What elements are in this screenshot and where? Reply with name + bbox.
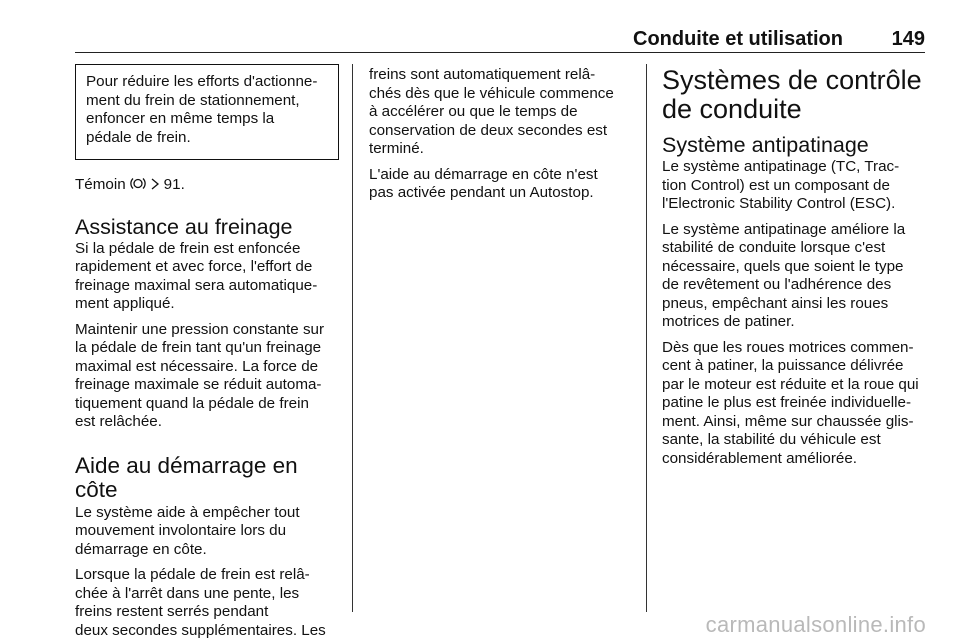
section-title-assistance-freinage: Assistance au freinage [75,214,293,239]
chapter-title-line: Systèmes de contrôle [662,65,922,95]
text-line: chée à l'arrêt dans une pente, les [75,584,300,602]
note-box [75,64,339,160]
text-line: de revêtement ou l'adhérence des [662,276,892,293]
text-line: l'Electronic Stability Control (ESC). [662,195,896,212]
note-line: enfoncer en même temps la [86,110,275,127]
paragraph [75,566,339,640]
paragraph [662,221,927,332]
paragraph [662,339,927,469]
column-1 [75,60,339,640]
column-divider-2 [646,64,647,612]
running-header-title: Conduite et utilisation [633,28,843,50]
page-ref-arrow-icon [150,176,164,192]
text-line: sante, la stabilité du véhicule est [662,431,881,448]
text-line: ment appliqué. [75,295,175,312]
section-title-systeme-antipatinage: Système antipatinage [662,133,869,157]
temoin-label: Témoin [75,176,126,193]
text-line: motrices de patiner. [662,313,795,330]
text-line: nécessaire, quels que soient le type [662,257,904,275]
paragraph [662,158,927,214]
text-line: freinage maximale se réduit automa- [75,376,322,393]
text-line: Le système antipatinage (TC, Trac- [662,158,900,175]
text-line: rapidement et avec force, l'effort de [75,258,313,275]
column-2 [369,66,631,203]
brake-warning-icon [130,176,150,192]
text-line: terminé. [369,140,424,157]
text-line: Dès que les roues motrices commen- [662,338,914,356]
text-line: démarrage en côte. [75,540,207,558]
text-line: stabilité de conduite lorsque c'est [662,239,886,256]
text-line: freins restent serrés pendant [75,603,269,620]
page-number: 149 [891,28,925,50]
column-divider-1 [352,64,353,612]
watermark: carmanualsonline.info [705,612,926,637]
text-line: considérablement améliorée. [662,449,858,467]
text-line: pas activée pendant un Autostop. [369,184,594,201]
text-line: patine le plus est freinée individuelle- [662,394,912,411]
text-line: deux secondes supplémentaires. Les [75,621,326,639]
note-line: Pour réduire les efforts d'actionne- [86,73,318,90]
page-header [75,26,925,53]
text-line: à accélérer ou que le temps de [369,103,578,120]
warning-light-reference [75,175,339,195]
text-line: Si la pédale de frein est enfoncée [75,239,301,257]
text-line: ment. Ainsi, même sur chaussée glis- [662,412,914,430]
text-line: la pédale de frein tant qu'un freinage [75,339,322,356]
text-line: chés dès que le véhicule commence [369,84,614,102]
text-line: mouvement involontaire lors du [75,522,287,539]
text-line: Maintenir une pression constante sur [75,320,325,338]
text-line: par le moteur est réduite et la roue qui [662,375,919,393]
text-line: L'aide au démarrage en côte n'est [369,165,598,183]
column-3 [662,66,927,468]
chapter-title-line: de conduite [662,94,802,124]
paragraph [369,166,631,203]
chapter-title [662,66,927,124]
text-line: freinage maximal sera automatique- [75,276,318,294]
paragraph [75,321,339,432]
text-line: tiquement quand la pédale de frein [75,394,309,412]
text-line: cent à patiner, la puissance délivrée [662,357,904,374]
text-line: freins sont automatiquement relâ- [369,66,596,83]
temoin-page-ref[interactable]: 91. [163,176,185,193]
paragraph [75,240,339,314]
text-line: est relâchée. [75,413,162,430]
note-line: pédale de frein. [86,128,191,146]
note-line: ment du frein de stationnement, [86,91,300,109]
text-line: Le système antipatinage améliore la [662,220,906,238]
paragraph [75,504,339,560]
paragraph [369,66,631,159]
text-line: tion Control) est un composant de [662,176,890,194]
text-line: conservation de deux secondes est [369,121,608,139]
text-line: Lorsque la pédale de frein est relâ- [75,566,310,583]
text-line: maximal est nécessaire. La force de [75,357,319,375]
text-line: Le système aide à empêcher tout [75,503,300,521]
section-title-aide-demarrage-cote: Aide au démarrage en côte [75,452,298,502]
text-line: pneus, empêchant ainsi les roues [662,294,889,312]
